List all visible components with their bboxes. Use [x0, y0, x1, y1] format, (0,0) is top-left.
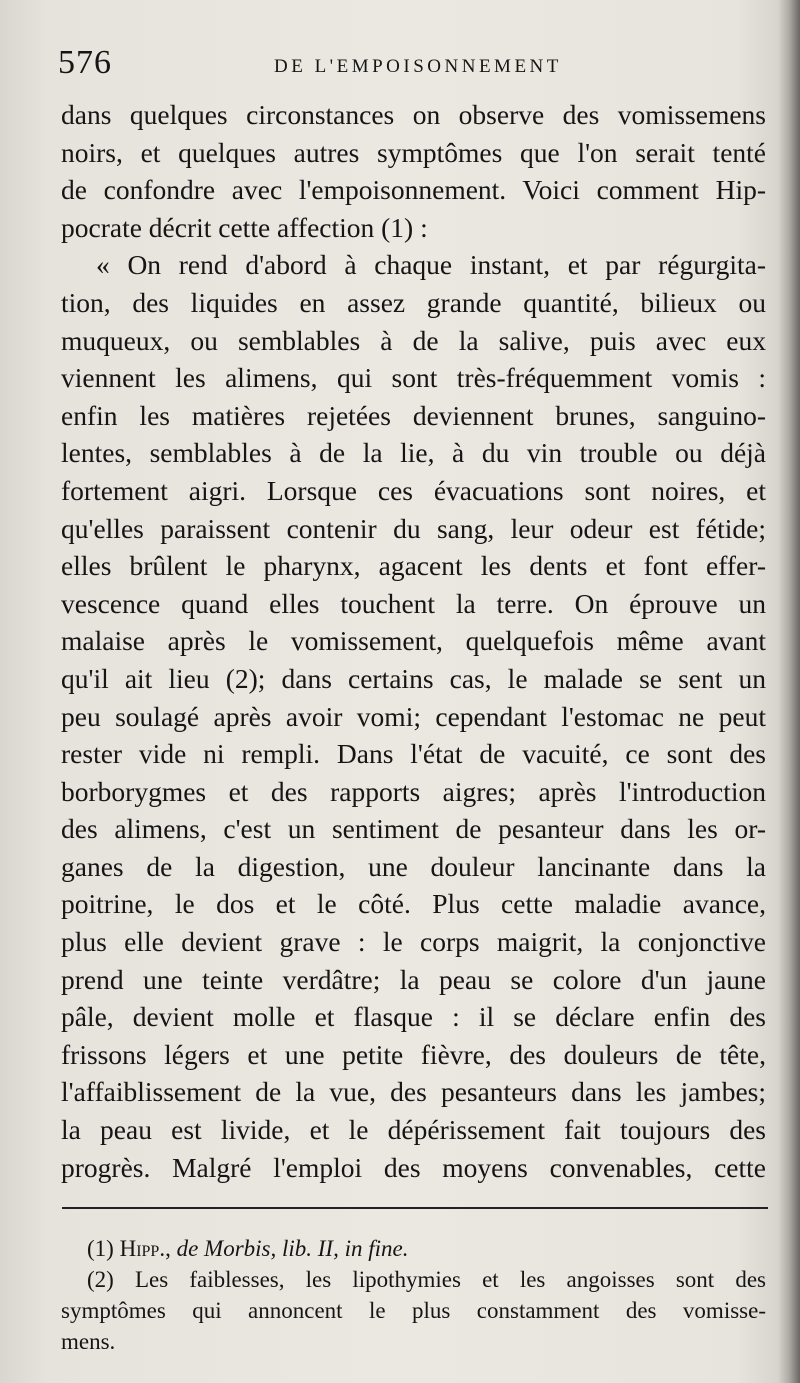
text-line: fortement aigri. Lorsque ces évacuations sont noires, et — [61, 474, 766, 506]
text-line: poitrine, le dos et le côté. Plus cette maladie avance, — [61, 888, 766, 920]
text-line: muqueux, ou semblables à de la salive, puis avec eux — [61, 324, 766, 356]
text-line: la peau est livide, et le dépérissement fait toujours des — [61, 1114, 766, 1146]
text-line: elles brûlent le pharynx, agacent les dents et font effer- — [61, 550, 766, 582]
footnote-marker: (1) — [87, 1236, 114, 1261]
text-line: plus elle devient grave : le corps maigrit, la conjonctive — [61, 926, 766, 958]
text-line: viennent les alimens, qui sont très-fréquemment vomis : — [61, 362, 766, 394]
text-line: l'affaiblissement de la vue, des pesanteurs dans les jambes; — [61, 1076, 766, 1108]
footnote-2-line: symptômes qui annoncent le plus constamment des vomisse- — [61, 1298, 766, 1323]
footnotes — [61, 1233, 766, 1357]
text-line: prend une teinte verdâtre; la peau se colore d'un jaune — [61, 963, 766, 995]
text-line: qu'il ait lieu (2); dans certains cas, le malade se sent un — [61, 662, 766, 694]
footnote-author: Hipp. — [119, 1236, 166, 1261]
footnote-rule — [62, 1207, 768, 1209]
page-edge-shadow — [778, 0, 800, 1383]
text-line: pâle, devient molle et flasque : il se déclare enfin des — [61, 1001, 766, 1033]
text-line: lentes, semblables à de la lie, à du vin trouble ou déjà — [61, 437, 766, 469]
text-line: enfin les matières rejetées deviennent brunes, sanguino- — [61, 399, 766, 431]
text-line: « On rend d'abord à chaque instant, et par régurgita- — [96, 249, 766, 281]
footnote-2-line: mens. — [61, 1329, 116, 1354]
footnote-1 — [61, 1233, 766, 1264]
text-line: tion, des liquides en assez grande quantité, bilieux ou — [61, 286, 766, 318]
footnote-2-line: (2) Les faiblesses, les lipothymies et les angoisses sont des — [87, 1267, 766, 1292]
text-line: ganes de la digestion, une douleur lancinante dans la — [61, 850, 766, 882]
text-line: progrès. Malgré l'emploi des moyens convenables, cette — [61, 1151, 766, 1183]
text-line: peu soulagé après avoir vomi; cependant l'estomac ne peut — [61, 700, 766, 732]
text-line: frissons légers et une petite fièvre, des douleurs de tête, — [61, 1038, 766, 1070]
running-head: DE L'EMPOISONNEMENT — [274, 56, 562, 77]
footnote-citation: de Morbis, lib. II, in fine. — [176, 1236, 409, 1261]
body-text — [61, 96, 766, 1186]
text-line: qu'elles paraissent contenir du sang, leur odeur est fétide; — [61, 512, 766, 544]
footnote-separator: , — [165, 1236, 171, 1261]
text-line: des alimens, c'est un sentiment de pesanteur dans les or- — [61, 813, 766, 845]
text-line: rester vide ni rempli. Dans l'état de vacuité, ce sont des — [61, 738, 766, 770]
text-line: malaise après le vomissement, quelquefois même avant — [61, 625, 766, 657]
page-header — [58, 44, 768, 94]
text-line: pocrate décrit cette affection (1) : — [61, 211, 428, 243]
text-line: de confondre avec l'empoisonnement. Voici comment Hip- — [61, 174, 766, 206]
text-line: borborygmes et des rapports aigres; après l'introduction — [61, 775, 766, 807]
page-number: 576 — [58, 44, 112, 81]
text-line: vescence quand elles touchent la terre. On éprouve un — [61, 587, 766, 619]
text-line: noirs, et quelques autres symptômes que l'on serait tenté — [61, 136, 766, 168]
text-line: dans quelques circonstances on observe des vomissemens — [61, 99, 766, 130]
